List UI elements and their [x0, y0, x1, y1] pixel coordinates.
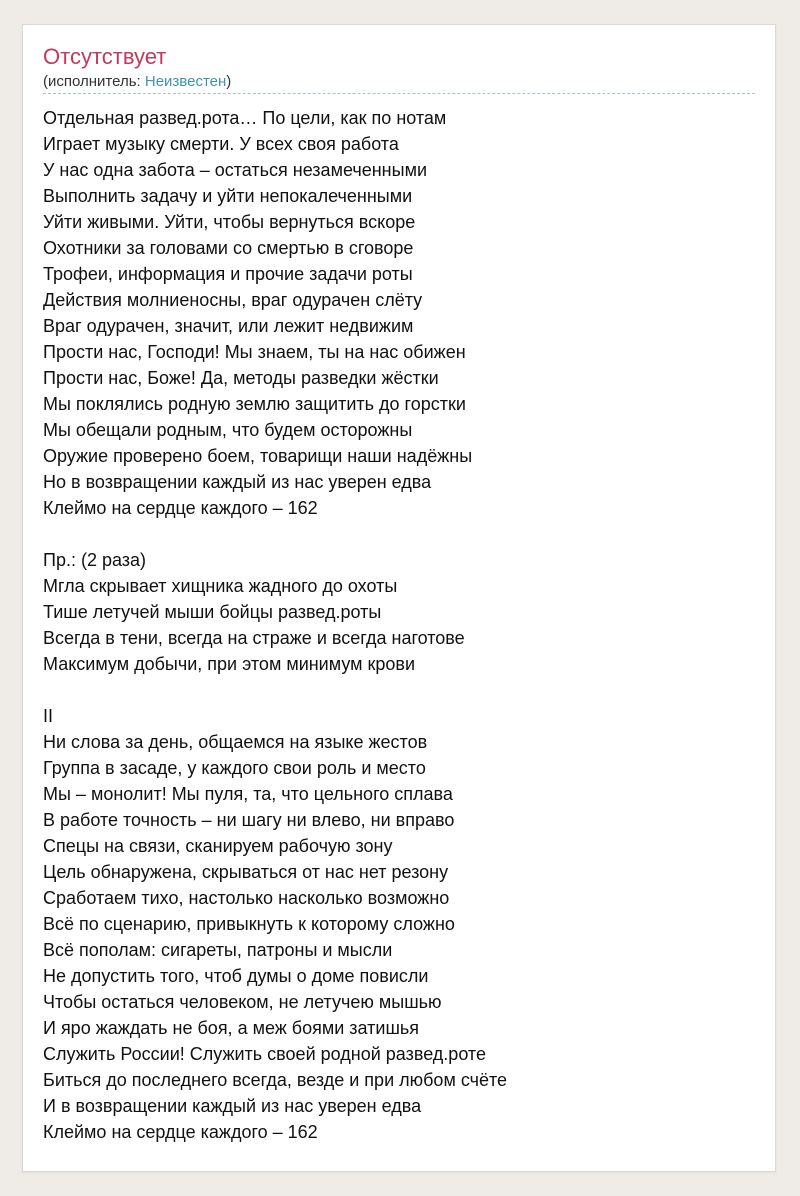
lyrics-stanza — [43, 105, 755, 521]
lyrics-stanza — [43, 547, 755, 677]
lyrics-line: Мы поклялись родную землю защитить до горстки — [43, 394, 466, 414]
lyrics-line: И яро жаждать не боя, а меж боями затишья — [43, 1018, 420, 1038]
lyrics-line: У нас одна забота – остаться незамеченными — [43, 160, 427, 180]
performer-line — [43, 73, 231, 91]
lyrics-line: Служить России! Служить своей родной развед.роте — [43, 1044, 486, 1064]
lyrics-line: Выполнить задачу и уйти непокалеченными — [43, 186, 413, 206]
lyrics-line: Мгла скрывает хищника жадного до охоты — [43, 576, 398, 596]
lyrics-stanza — [43, 703, 755, 1145]
performer-link[interactable]: Неизвестен — [144, 73, 227, 90]
lyrics-line: И в возвращении каждый из нас уверен едва — [43, 1096, 422, 1116]
lyrics-line: Трофеи, информация и прочие задачи роты — [43, 264, 413, 284]
lyrics-line: Охотники за головами со смертью в сговоре — [43, 238, 414, 258]
lyrics-line: Максимум добычи, при этом минимум крови — [43, 654, 416, 674]
lyrics-line: Прости нас, Боже! Да, методы разведки жёстки — [43, 368, 439, 388]
lyrics-line: Враг одурачен, значит, или лежит недвижим — [43, 316, 414, 336]
title-divider — [43, 93, 755, 94]
lyrics-line: Уйти живыми. Уйти, чтобы вернуться вскоре — [43, 212, 416, 232]
lyrics-line: Клеймо на сердце каждого – 162 — [43, 498, 318, 518]
lyrics-line: Действия молниеносны, враг одурачен слёту — [43, 290, 423, 310]
lyrics-text — [43, 105, 755, 1171]
lyrics-line: Не допустить того, чтоб думы о доме повисли — [43, 966, 429, 986]
lyrics-line: Но в возвращении каждый из нас уверен едва — [43, 472, 432, 492]
lyrics-line: Пр.: (2 раза) — [43, 550, 147, 570]
lyrics-line: Мы – монолит! Мы пуля, та, что цельного сплава — [43, 784, 453, 804]
song-title: Отсутствует — [43, 44, 167, 69]
lyrics-line: Отдельная развед.рота… По цели, как по нотам — [43, 108, 447, 128]
performer-prefix: (исполнитель: — [43, 73, 145, 90]
lyrics-line: Спецы на связи, сканируем рабочую зону — [43, 836, 393, 856]
lyrics-line: Биться до последнего всегда, везде и при любом счёте — [43, 1070, 508, 1090]
lyrics-line: Играет музыку смерти. У всех своя работа — [43, 134, 399, 154]
lyrics-card — [22, 24, 776, 1172]
lyrics-line: Ни слова за день, общаемся на языке жестов — [43, 732, 428, 752]
lyrics-line: В работе точность – ни шагу ни влево, ни вправо — [43, 810, 455, 830]
lyrics-line: Сработаем тихо, настолько насколько возможно — [43, 888, 450, 908]
lyrics-line: Клеймо на сердце каждого – 162 — [43, 1122, 318, 1142]
lyrics-line: Группа в засаде, у каждого свои роль и место — [43, 758, 426, 778]
performer-suffix: ) — [226, 73, 232, 90]
lyrics-line: Чтобы остаться человеком, не летучею мышью — [43, 992, 442, 1012]
lyrics-line: Всё по сценарию, привыкнуть к которому сложно — [43, 914, 455, 934]
lyrics-line: Цель обнаружена, скрываться от нас нет резону — [43, 862, 449, 882]
lyrics-line: Всегда в тени, всегда на страже и всегда наготове — [43, 628, 465, 648]
lyrics-line: Тише летучей мыши бойцы развед.роты — [43, 602, 382, 622]
lyrics-line: Всё пополам: сигареты, патроны и мысли — [43, 940, 393, 960]
lyrics-line: II — [43, 706, 54, 726]
lyrics-line: Мы обещали родным, что будем осторожны — [43, 420, 413, 440]
lyrics-line: Прости нас, Господи! Мы знаем, ты на нас обижен — [43, 342, 466, 362]
lyrics-line: Оружие проверено боем, товарищи наши надёжны — [43, 446, 473, 466]
